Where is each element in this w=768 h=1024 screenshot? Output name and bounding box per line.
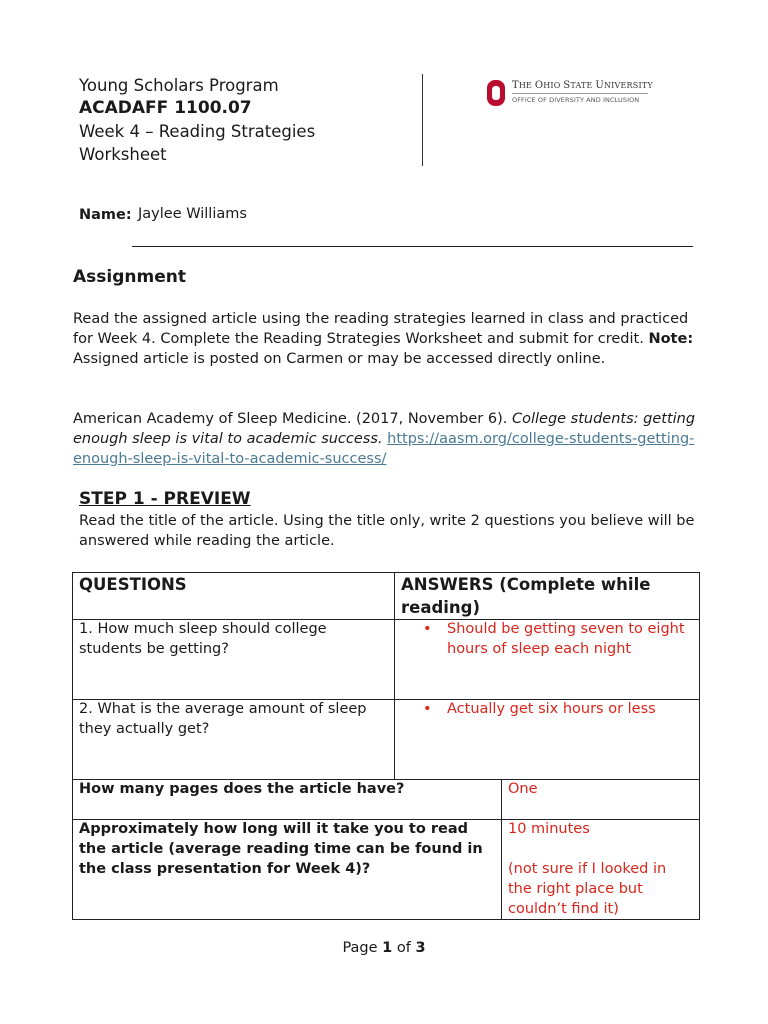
time-answer-main: 10 minutes — [508, 821, 590, 837]
citation: American Academy of Sleep Medicine. (2017, November 6). College students: getting enough sleep is vital to academic success. https://aasm.org/college-students-getting-enough-sleep-is-vital-to-academic-success/ — [73, 411, 696, 467]
answer-1[interactable]: • Should be getting seven to eight hours of sleep each night — [423, 621, 685, 657]
office-name: OFFICE OF DIVERSITY AND INCLUSION — [512, 96, 640, 104]
name-underline — [132, 246, 693, 247]
assignment-heading: Assignment — [73, 267, 186, 287]
bullet: • — [423, 621, 432, 637]
course-code: ACADAFF 1100.07 — [79, 98, 252, 118]
block-o-icon — [486, 79, 506, 107]
pages-question: How many pages does the article have? — [79, 781, 405, 797]
page-number: Page 1 of 3 — [342, 940, 426, 956]
step1-heading: STEP 1 - PREVIEW — [79, 489, 251, 509]
answer-2[interactable]: • Actually get six hours or less — [423, 701, 656, 717]
week-title: Week 4 – Reading Strategies — [79, 122, 316, 141]
article-link[interactable]: https://aasm.org/college-students-getting-enough-sleep-is-vital-to-academic-success/ — [73, 431, 695, 467]
col-header-answers: ANSWERS (Complete while reading) — [401, 575, 651, 617]
university-name: THE OHIO STATE UNIVERSITY — [512, 80, 653, 91]
preview-table — [72, 572, 700, 920]
assignment-paragraph: Read the assigned article using the reading strategies learned in class and practiced for Week 4. Complete the Reading Strategies Worksheet and submit for credit. Note: Assigned article is posted on Carmen or may be accessed directly online. — [73, 311, 694, 367]
bullet: • — [423, 701, 432, 717]
time-question: Approximately how long will it take you to read the article (average reading time can be found in the class presentation for Week 4)? — [79, 821, 483, 877]
question-2: 2. What is the average amount of sleep they actually get? — [79, 701, 367, 737]
step1-instructions: Read the title of the article. Using the title only, write 2 questions you believe will be answered while reading the article. — [79, 513, 695, 549]
header-divider — [422, 74, 423, 166]
col-header-questions: QUESTIONS — [79, 575, 187, 594]
logo-rule — [512, 93, 648, 94]
question-1: 1. How much sleep should college students be getting? — [79, 621, 327, 657]
program-name: Young Scholars Program — [79, 76, 279, 95]
time-answer-note: (not sure if I looked in the right place but couldn’t find it) — [508, 861, 667, 917]
time-answer[interactable] — [508, 819, 693, 919]
name-value[interactable]: Jaylee Williams — [138, 206, 247, 222]
table-rule — [394, 573, 395, 779]
table-rule — [501, 779, 502, 919]
pages-answer[interactable]: One — [508, 781, 538, 797]
doc-type: Worksheet — [79, 145, 167, 164]
name-label: Name: — [79, 207, 132, 223]
